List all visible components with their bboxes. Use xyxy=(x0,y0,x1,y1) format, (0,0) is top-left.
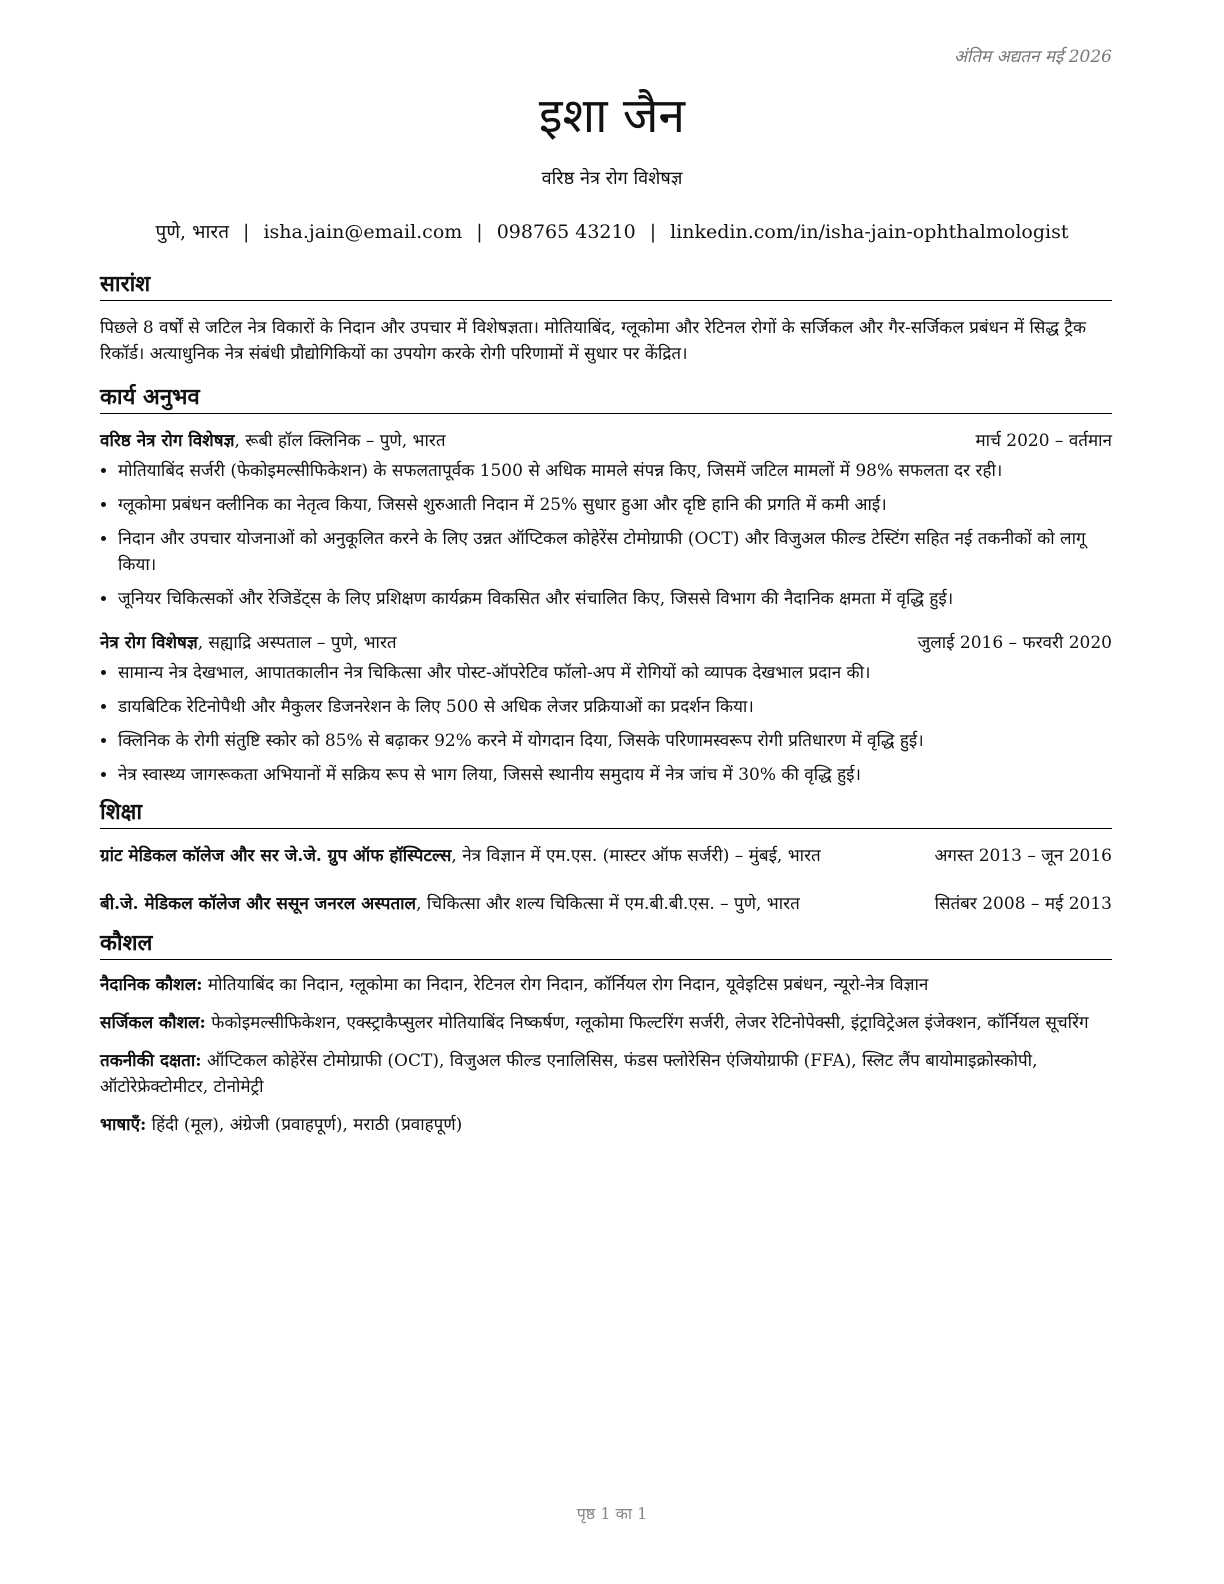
skill-label: सर्जिकल कौशल: xyxy=(100,1013,206,1033)
contact-separator: | xyxy=(243,221,250,243)
education-school: ग्रांट मेडिकल कॉलेज और सर जे.जे. ग्रुप ऑफ हॉस्पिटल्स xyxy=(100,846,452,866)
skill-line xyxy=(100,1010,1112,1036)
resume-content xyxy=(100,268,1112,1138)
job-dates: जुलाई 2016 – फरवरी 2020 xyxy=(917,633,1112,653)
job-header xyxy=(100,630,1112,656)
job-dates: मार्च 2020 – वर्तमान xyxy=(975,431,1112,451)
section-title-summary: सारांश xyxy=(100,268,1112,301)
page-number: पृष्ठ 1 का 1 xyxy=(576,1504,648,1523)
job-org: , सह्याद्रि अस्पताल – पुणे, भारत xyxy=(197,633,397,653)
contact-line xyxy=(0,218,1224,244)
education-dates: सितंबर 2008 – मई 2013 xyxy=(934,894,1112,914)
contact-separator: | xyxy=(476,221,483,243)
bullet-item: • सामान्य नेत्र देखभाल, आपातकालीन नेत्र चिकित्सा और पोस्ट-ऑपरेटिव फॉलो-अप में रोगियों को व्यापक देखभाल प्रदान की। xyxy=(118,660,1112,686)
education-dates: अगस्त 2013 – जून 2016 xyxy=(934,846,1112,866)
job-role xyxy=(100,428,446,454)
skill-label: नैदानिक कौशल: xyxy=(100,975,203,995)
section-title-education: शिक्षा xyxy=(100,796,1112,829)
education-detail xyxy=(100,843,821,869)
job-bullets xyxy=(100,660,1112,788)
skill-label: भाषाएँ: xyxy=(100,1115,147,1135)
job-title: नेत्र रोग विशेषज्ञ xyxy=(100,633,198,653)
job-title: वरिष्ठ नेत्र रोग विशेषज्ञ xyxy=(100,431,235,451)
headline: वरिष्ठ नेत्र रोग विशेषज्ञ xyxy=(541,168,683,189)
bullet-item: • नेत्र स्वास्थ्य जागरूकता अभियानों में सक्रिय रूप से भाग लिया, जिससे स्थानीय समुदाय में नेत्र जांच में 30% की वृद्धि हुई। xyxy=(118,762,1112,788)
job-role xyxy=(100,630,397,656)
contact-linkedin-link[interactable]: linkedin.com/in/isha-jain-ophthalmologist xyxy=(670,221,1069,243)
bullet-item: • निदान और उपचार योजनाओं को अनुकूलित करने के लिए उन्नत ऑप्टिकल कोहेरेंस टोमोग्राफी (OCT) और विजुअल फील्ड टेस्टिंग सहित नई तकनीकों को लागू किया। xyxy=(118,526,1112,578)
education-degree: , नेत्र विज्ञान में एम.एस. (मास्टर ऑफ सर्जरी) – मुंबई, भारत xyxy=(451,846,821,866)
education-entry xyxy=(100,891,1112,917)
contact-phone: 098765 43210 xyxy=(496,221,636,243)
education-school: बी.जे. मेडिकल कॉलेज और ससून जनरल अस्पताल xyxy=(100,894,417,914)
contact-location: पुणे, भारत xyxy=(155,221,230,243)
skill-line xyxy=(100,1112,1112,1138)
education-entry xyxy=(100,843,1112,869)
last-updated: अंतिम अद्यतन मई 2026 xyxy=(953,47,1112,67)
education-detail xyxy=(100,891,800,917)
bullet-item: • जूनियर चिकित्सकों और रेजिडेंट्स के लिए प्रशिक्षण कार्यक्रम विकसित और संचालित किए, जिससे विभाग की नैदानिक क्षमता में वृद्धि हुई। xyxy=(118,586,1112,612)
bullet-item: • मोतियाबिंद सर्जरी (फेकोइमल्सीफिकेशन) के सफलतापूर्वक 1500 से अधिक मामले संपन्न किए, जिसमें जटिल मामलों में 98% सफलता दर रही। xyxy=(118,458,1112,484)
job-org: , रूबी हॉल क्लिनिक – पुणे, भारत xyxy=(234,431,446,451)
skill-label: तकनीकी दक्षता: xyxy=(100,1051,202,1071)
section-title-experience: कार्य अनुभव xyxy=(100,381,1112,414)
section-title-skills: कौशल xyxy=(100,927,1112,960)
summary-text: पिछले 8 वर्षों से जटिल नेत्र विकारों के निदान और उपचार में विशेषज्ञता। मोतियाबिंद, ग्लूकोमा और रेटिनल रोगों के सर्जिकल और गैर-सर्जिकल प्रबंधन में सिद्ध ट्रैक रिकॉर्ड। अत्याधुनिक नेत्र संबंधी प्रौद्योगिकियों का उपयोग करके रोगी परिणामों में सुधार पर केंद्रित। xyxy=(100,318,1086,364)
bullet-item: • ग्लूकोमा प्रबंधन क्लीनिक का नेतृत्व किया, जिससे शुरुआती निदान में 25% सुधार हुआ और दृष्टि हानि की प्रगति में कमी आई। xyxy=(118,492,1112,518)
contact-email-link[interactable]: isha.jain@email.com xyxy=(263,221,463,243)
education-degree: , चिकित्सा और शल्य चिकित्सा में एम.बी.बी.एस. – पुणे, भारत xyxy=(416,894,800,914)
skill-text: फेकोइमल्सीफिकेशन, एक्स्ट्राकैप्सुलर मोतियाबिंद निष्कर्षण, ग्लूकोमा फिल्टरिंग सर्जरी, लेजर रेटिनोपेक्सी, इंट्राविट्रेअल इंजेक्शन, कॉर्नियल सूचरिंग xyxy=(205,1013,1089,1033)
job-entry xyxy=(100,630,1112,788)
job-header xyxy=(100,428,1112,454)
skill-text: हिंदी (मूल), अंग्रेजी (प्रवाहपूर्ण), मराठी (प्रवाहपूर्ण) xyxy=(146,1115,463,1135)
bullet-item: • डायबिटिक रेटिनोपैथी और मैकुलर डिजनरेशन के लिए 500 से अधिक लेजर प्रक्रियाओं का प्रदर्शन किया। xyxy=(118,694,1112,720)
job-bullets xyxy=(100,458,1112,612)
job-entry xyxy=(100,428,1112,612)
skill-text: मोतियाबिंद का निदान, ग्लूकोमा का निदान, रेटिनल रोग निदान, कॉर्नियल रोग निदान, यूवेइटिस प्रबंधन, न्यूरो-नेत्र विज्ञान xyxy=(202,975,929,995)
skill-line xyxy=(100,1048,1112,1100)
skill-line xyxy=(100,972,1112,998)
bullet-item: • क्लिनिक के रोगी संतुष्टि स्कोर को 85% से बढ़ाकर 92% करने में योगदान दिया, जिसके परिणामस्वरूप रोगी प्रतिधारण में वृद्धि हुई। xyxy=(118,728,1112,754)
candidate-name: इशा जैन xyxy=(538,88,686,144)
skill-text: ऑप्टिकल कोहेरेंस टोमोग्राफी (OCT), विजुअल फील्ड एनालिसिस, फंडस फ्लोरेसिन एंजियोग्राफी (FFA), स्लिट लैंप बायोमाइक्रोस्कोपी, ऑटोरेफ्रेक्टोमीटर, टोनोमेट्री xyxy=(100,1051,1038,1097)
contact-separator: | xyxy=(649,221,657,243)
